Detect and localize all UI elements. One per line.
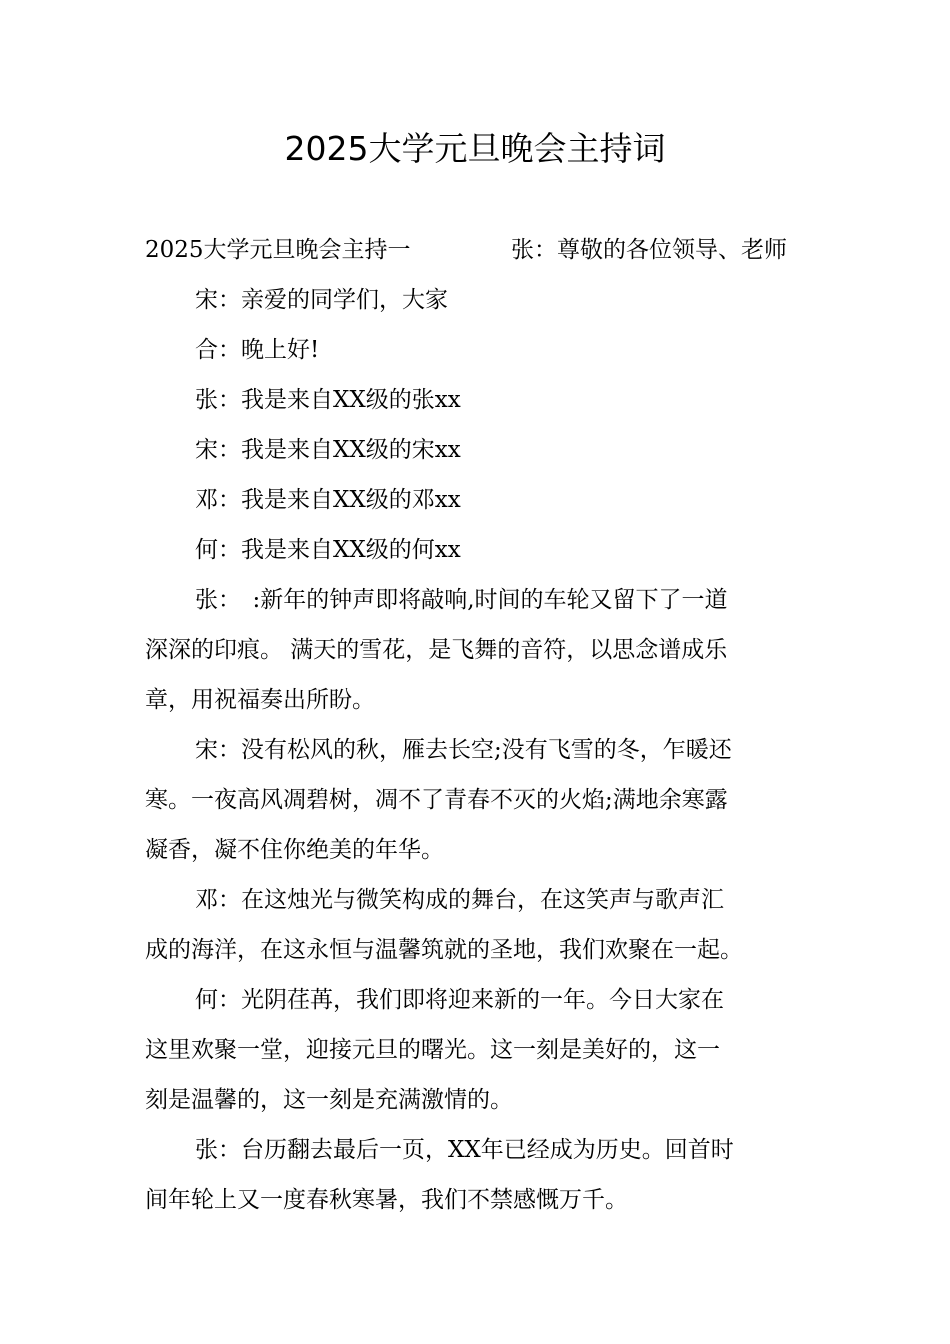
intro-greeting: 张：尊敬的各位领导、老师 (511, 237, 787, 263)
paragraph-line: 刻是温馨的，这一刻是充满激情的。 (145, 1087, 513, 1113)
document-body (145, 225, 810, 1225)
paragraph (145, 975, 810, 1125)
paragraph-line: 何：光阴荏苒，我们即将迎来新的一年。今日大家在 (195, 987, 724, 1013)
dialogue-line: 何：我是来自XX级的何xx (195, 537, 461, 563)
intro-line (145, 225, 787, 275)
paragraph-line: 这里欢聚一堂，迎接元旦的曙光。这一刻是美好的，这一 (145, 1037, 720, 1063)
paragraph-line: 张：台历翻去最后一页，XX年已经成为历史。回首时 (195, 1137, 734, 1163)
dialogue-line: 邓：我是来自XX级的邓xx (195, 487, 461, 513)
dialogue-line: 宋：亲爱的同学们，大家 (195, 287, 448, 313)
paragraph-line: 凝香，凝不住你绝美的年华。 (145, 837, 444, 863)
paragraph-line: 张： :新年的钟声即将敲响,时间的车轮又留下了一道 (195, 587, 728, 613)
paragraph (145, 725, 810, 875)
dialogue-line: 张：我是来自XX级的张xx (195, 387, 461, 413)
paragraph-line: 间年轮上又一度春秋寒暑，我们不禁感慨万千。 (145, 1187, 628, 1213)
dialogue-line: 合：晚上好! (195, 337, 320, 363)
intro-heading: 2025大学元旦晚会主持一 (145, 237, 411, 263)
paragraph-line: 宋：没有松风的秋，雁去长空;没有飞雪的冬，乍暖还 (195, 737, 732, 763)
paragraph (145, 875, 810, 975)
document-title: 2025大学元旦晚会主持词 (284, 129, 666, 168)
paragraph-line: 深深的印痕。 满天的雪花，是飞舞的音符，以思念谱成乐 (145, 637, 728, 663)
paragraph-line: 章，用祝福奏出所盼。 (145, 687, 375, 713)
paragraph (145, 575, 810, 725)
paragraph-line: 邓：在这烛光与微笑构成的舞台，在这笑声与歌声汇 (195, 887, 724, 913)
paragraph-line: 寒。一夜高风凋碧树，凋不了青春不灭的火焰;满地余寒露 (145, 787, 728, 813)
paragraph (145, 1125, 810, 1225)
dialogue-line: 宋：我是来自XX级的宋xx (195, 437, 461, 463)
paragraph-line: 成的海洋，在这永恒与温馨筑就的圣地，我们欢聚在一起。 (145, 937, 743, 963)
